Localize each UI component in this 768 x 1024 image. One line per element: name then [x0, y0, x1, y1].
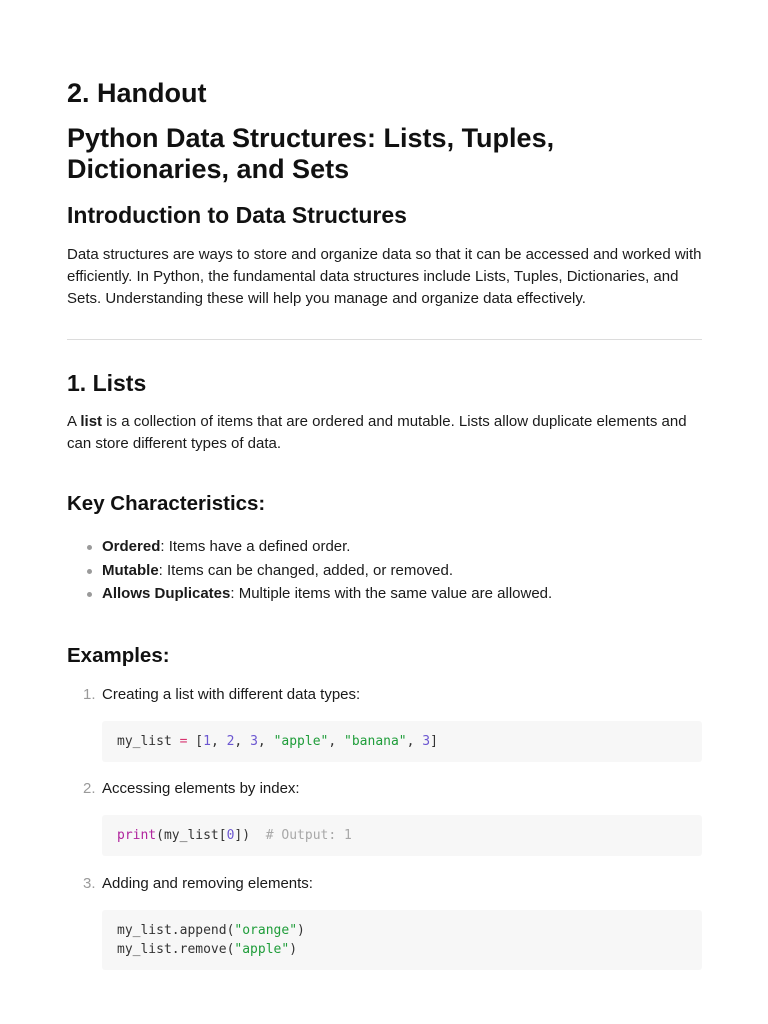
list-item [67, 559, 702, 583]
code-token: print [117, 828, 157, 843]
bullet-icon [87, 545, 92, 550]
bullet-icon [87, 592, 92, 597]
lists-paragraph [67, 411, 702, 455]
list-item [67, 582, 702, 606]
code-token: "banana" [344, 734, 407, 749]
key-characteristics-heading: Key Characteristics: [67, 492, 266, 515]
intro-paragraph: Data structures are ways to store and organize data so that it can be accessed and worked with efficiently. In Python, the fundamental data structures include Lists, Tuples, Dictionaries, and Sets. Understanding these will help you manage and organize data effectively. [67, 246, 702, 307]
code-token: , [234, 734, 251, 749]
characteristic-desc: : Items can be changed, added, or removed. [158, 561, 454, 579]
code-token: [ [195, 734, 204, 749]
bullet-icon [87, 569, 92, 574]
code-token: [ [218, 828, 227, 843]
code-token: my_list [117, 734, 172, 749]
code-token: my_list.append( [117, 923, 235, 938]
code-token: 0 [226, 828, 235, 843]
code-token: "apple" [234, 942, 290, 957]
code-token: ) [297, 923, 305, 938]
code-token: ] [234, 828, 243, 843]
characteristic-term: Allows Duplicates [102, 585, 231, 603]
step-number: 3. [83, 875, 96, 892]
characteristic-term: Mutable [102, 561, 159, 579]
list-item [67, 535, 702, 559]
code-token: my_list.remove( [117, 942, 235, 957]
code-token: , [210, 734, 227, 749]
code-token: ) [242, 828, 251, 843]
code-token: 3 [422, 734, 431, 749]
examples-heading: Examples: [67, 644, 170, 667]
lists-paragraph-rest: is a collection of items that are ordered and mutable. Lists allow duplicate elements and can store different types of data. [67, 413, 687, 452]
code-token: "apple" [273, 734, 329, 749]
code-comment: # Output: 1 [265, 828, 352, 843]
step-text: Accessing elements by index: [102, 780, 300, 797]
code-token: 1 [203, 734, 211, 749]
document-title: Python Data Structures: Lists, Tuples, Dictionaries, and Sets [67, 123, 555, 184]
code-token: (my_list [156, 828, 219, 843]
intro-heading: Introduction to Data Structures [67, 202, 407, 228]
section-divider [67, 339, 702, 340]
code-token: 3 [250, 734, 258, 749]
step-text: Adding and removing elements: [102, 875, 313, 892]
section-heading: 2. Handout [67, 78, 207, 108]
step-number: 1. [83, 686, 96, 703]
code-token: , [328, 734, 345, 749]
lists-heading: 1. Lists [67, 370, 147, 396]
code-token: ] [430, 734, 438, 749]
code-block-access [102, 815, 702, 856]
step-number: 2. [83, 780, 96, 797]
code-token: ) [289, 942, 298, 957]
lists-paragraph-prefix: A [67, 413, 81, 430]
code-token: , [406, 734, 423, 749]
code-block-create [102, 721, 702, 762]
code-token: , [257, 734, 274, 749]
code-token: 2 [226, 734, 235, 749]
code-block-modify [102, 910, 702, 970]
characteristic-desc: : Items have a defined order. [160, 538, 351, 555]
code-token: "orange" [234, 923, 298, 938]
characteristic-term: Ordered [102, 538, 161, 555]
characteristic-desc: : Multiple items with the same value are allowed. [230, 585, 553, 603]
lists-paragraph-bold: list [80, 413, 103, 430]
step-text: Creating a list with different data types: [102, 686, 361, 703]
code-token: = [179, 734, 188, 749]
characteristics-list [67, 535, 702, 606]
